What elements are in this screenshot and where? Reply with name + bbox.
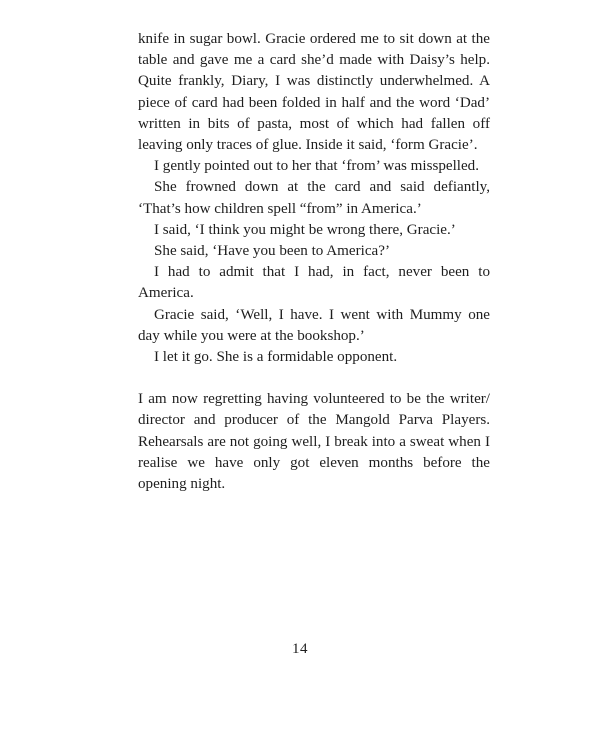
paragraph: I gently pointed out to her that ‘from’ was misspelled. (154, 158, 480, 175)
page-number: 14 (292, 641, 308, 657)
paragraph: I let it go. She is a formidable opponent. (154, 349, 398, 366)
paragraph: Gracie said, ‘Well, I have. I went with Mummy one day while you were at the bookshop.’ (138, 306, 490, 344)
body-text (138, 29, 490, 495)
paragraph-new-entry: I am now regretting having volunteered to be the writer/ director and producer of the Mangold Parva Players. Rehearsals are not going well, I break into a sweat when I realise we have only got eleven months before the opening night. (138, 391, 490, 493)
section-break (138, 368, 490, 389)
paragraph: I had to admit that I had, in fact, never been to America. (138, 264, 490, 302)
paragraph: I said, ‘I think you might be wrong there, Gracie.’ (154, 221, 456, 238)
paragraph-continued: knife in sugar bowl. Gracie ordered me to sit down at the table and gave me a card she’d made with Daisy’s help. Quite frankly, Diary, I was distinctly underwhelmed. A piece of card had been folded in half and the word ‘Dad’ written in bits of pasta, most of which had fallen off leaving only traces of glue. Inside it said, ‘form Gracie’. (138, 31, 490, 154)
paragraph: She said, ‘Have you been to America?’ (154, 243, 390, 260)
paragraph: She frowned down at the card and said defiantly, ‘That’s how children spell “from” in America.’ (138, 179, 490, 217)
